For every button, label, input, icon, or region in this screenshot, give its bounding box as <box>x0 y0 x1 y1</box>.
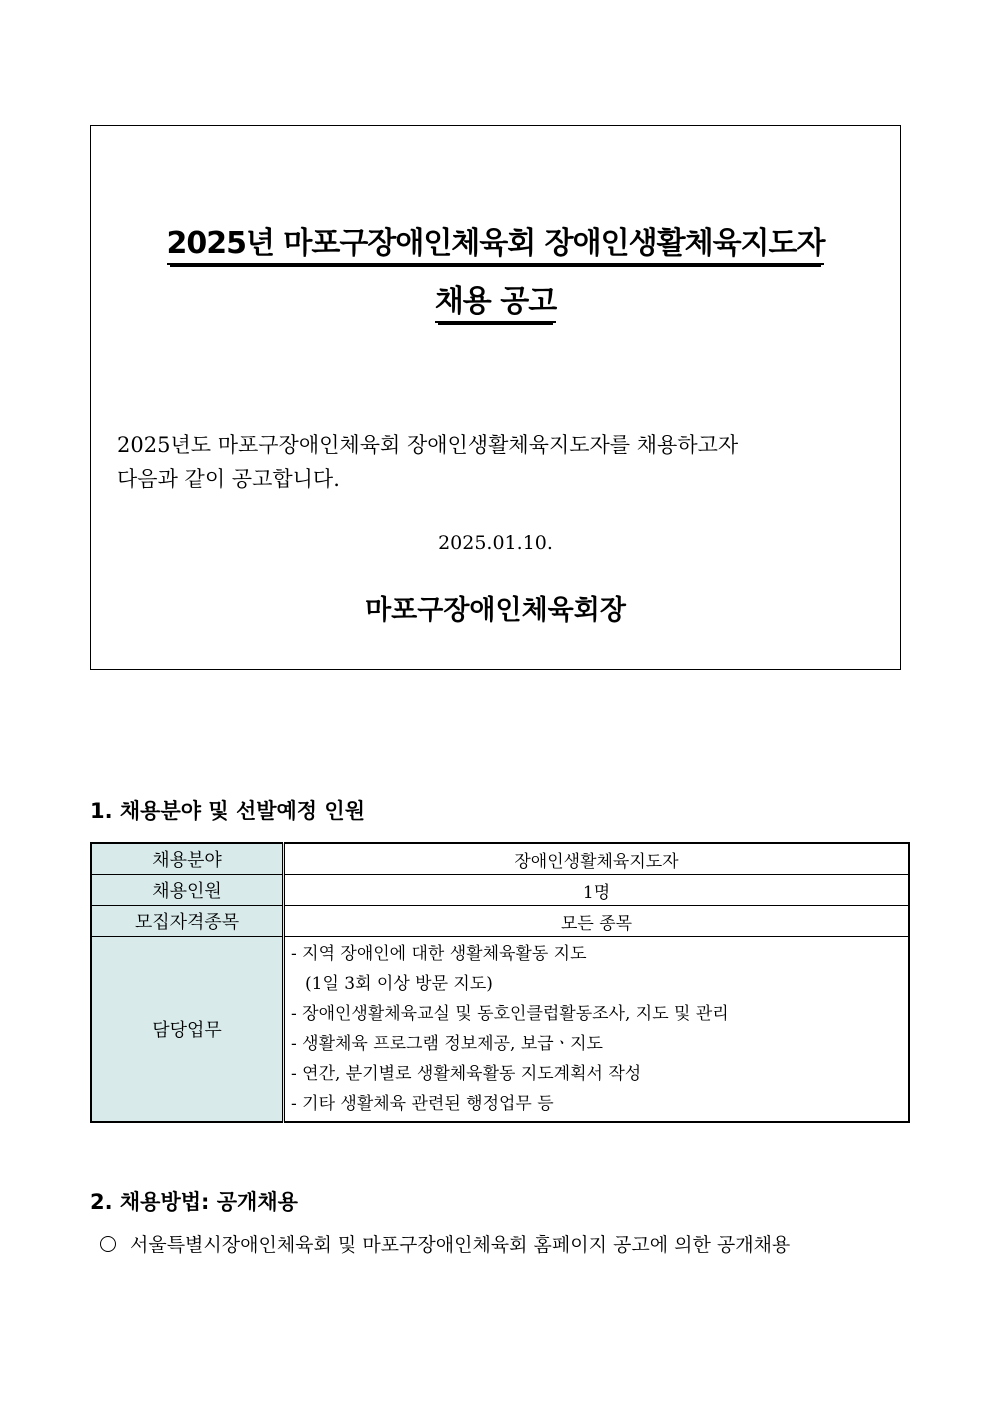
duty-item: - 연간, 분기별로 생활체육활동 지도계획서 작성 <box>291 1064 642 1084</box>
duty-item: - 기타 생활체육 관련된 행정업무 등 <box>291 1094 554 1114</box>
notice-signer: 마포구장애인체육회장 <box>365 595 626 626</box>
table-row <box>91 843 909 875</box>
intro-text-line1: 2025년도 마포구장애인체육회 장애인생활체육지도자를 채용하고자 <box>117 433 739 457</box>
row-label: 채용분야 <box>91 843 284 875</box>
recruitment-table <box>90 842 910 1123</box>
row-label: 채용인원 <box>91 875 284 906</box>
duty-item: (1일 3회 이상 방문 지도) <box>305 974 493 994</box>
duties-label: 담당업무 <box>91 937 284 1123</box>
row-label: 모집자격종목 <box>91 906 284 937</box>
table-row <box>91 937 909 1123</box>
circle-bullet-icon <box>100 1236 116 1252</box>
notice-box <box>90 125 901 670</box>
row-value: 장애인생활체육지도자 <box>284 843 910 875</box>
method-item-text: 서울특별시장애인체육회 및 마포구장애인체육회 홈페이지 공고에 의한 공개채용 <box>130 1234 791 1256</box>
notice-date: 2025.01.10. <box>438 532 553 554</box>
intro-text-line2: 다음과 같이 공고합니다. <box>117 467 340 491</box>
duty-item: - 장애인생활체육교실 및 동호인클럽활동조사, 지도 및 관리 <box>291 1004 729 1024</box>
duty-item: - 지역 장애인에 대한 생활체육활동 지도 <box>291 944 587 964</box>
section1-heading: 1. 채용분야 및 선발예정 인원 <box>90 799 365 823</box>
duty-item: - 생활체육 프로그램 정보제공, 보급ㆍ지도 <box>291 1034 603 1054</box>
notice-title-line2: 채용 공고 <box>91 276 900 320</box>
notice-title-line1: 2025년 마포구장애인체육회 장애인생활체육지도자 <box>91 218 900 262</box>
table-row <box>91 875 909 906</box>
row-value: 모든 종목 <box>284 906 910 937</box>
duties-list <box>284 937 910 1123</box>
section2-heading: 2. 채용방법: 공개채용 <box>90 1190 298 1214</box>
method-item <box>100 1230 790 1257</box>
row-value: 1명 <box>284 875 910 906</box>
table-row <box>91 906 909 937</box>
